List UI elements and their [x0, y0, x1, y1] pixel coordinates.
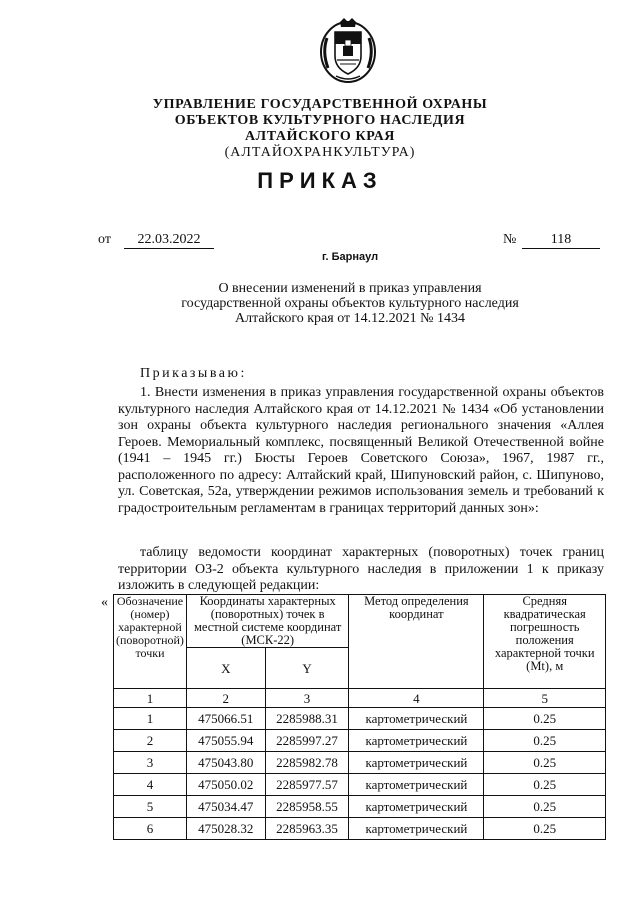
method-value: картометрический [349, 796, 484, 818]
header-point-number: Обозначение (номер) характерной (поворотной) точки [114, 595, 187, 689]
table-row [114, 796, 606, 818]
table-row [114, 708, 606, 730]
subject-line-1: О внесении изменений в приказ управления [218, 281, 482, 296]
coord-x: 475043.80 [186, 752, 265, 774]
org-name-line-1: УПРАВЛЕНИЕ ГОСУДАРСТВЕННОЙ ОХРАНЫ [152, 97, 488, 112]
coord-y: 2285997.27 [265, 730, 349, 752]
document-number: 118 [522, 232, 600, 249]
document-type-title: ПРИКАЗ [257, 168, 383, 193]
date-prefix: от [98, 232, 111, 247]
column-number: 5 [484, 689, 606, 708]
error-value: 0.25 [484, 774, 606, 796]
table-header-row [114, 595, 606, 648]
column-number: 3 [265, 689, 349, 708]
table-row [114, 818, 606, 840]
paragraph-1: 1. Внести изменения в приказ управления государственной охраны объектов культурного наследия Алтайского края от 14.12.2021 № 1434 «Об установлении зон охраны объекта культурного наследия регионального значения «Аллея Героев. Мемориальный комплекс, посвященный Великой Отечественной войне (1941 – 1945 гг.) Бюсты Героев Советского Союза», 1967, 1987 гг., расположенного по адресу: Алтайский край, Шипуновский район, с. Шипуново, ул. Советская, 52а, утверждении режимов использования земель и требований к градостроительным регламентам в границах территорий данных зон»: [118, 385, 604, 516]
coord-y: 2285977.57 [265, 774, 349, 796]
error-value: 0.25 [484, 708, 606, 730]
column-number: 4 [349, 689, 484, 708]
table-row [114, 752, 606, 774]
error-value: 0.25 [484, 818, 606, 840]
coord-y: 2285963.35 [265, 818, 349, 840]
point-number: 5 [114, 796, 187, 818]
column-numbers-row [114, 689, 606, 708]
coord-x: 475066.51 [186, 708, 265, 730]
coordinates-table [113, 594, 606, 840]
coord-y: 2285988.31 [265, 708, 349, 730]
method-value: картометрический [349, 818, 484, 840]
column-number: 1 [114, 689, 187, 708]
point-number: 1 [114, 708, 187, 730]
org-abbreviation: (АЛТАЙОХРАНКУЛЬТУРА) [224, 145, 416, 160]
method-value: картометрический [349, 708, 484, 730]
error-value: 0.25 [484, 730, 606, 752]
error-value: 0.25 [484, 752, 606, 774]
method-value: картометрический [349, 752, 484, 774]
table-row [114, 730, 606, 752]
org-name-line-3: АЛТАЙСКОГО КРАЯ [244, 129, 396, 144]
header-y: Y [265, 648, 349, 689]
method-value: картометрический [349, 730, 484, 752]
coord-y: 2285982.78 [265, 752, 349, 774]
table-row [114, 774, 606, 796]
org-name-line-2: ОБЪЕКТОВ КУЛЬТУРНОГО НАСЛЕДИЯ [174, 113, 466, 128]
coord-y: 2285958.55 [265, 796, 349, 818]
point-number: 6 [114, 818, 187, 840]
header-method: Метод определения координат [349, 595, 484, 689]
number-sign: № [503, 232, 517, 247]
coord-x: 475055.94 [186, 730, 265, 752]
coord-x: 475028.32 [186, 818, 265, 840]
error-value: 0.25 [484, 796, 606, 818]
point-number: 3 [114, 752, 187, 774]
header-error: Средняя квадратическая погрешность положения характерной точки (Mt), м [484, 595, 606, 689]
opening-quote: « [101, 595, 108, 610]
point-number: 2 [114, 730, 187, 752]
header-x: X [186, 648, 265, 689]
method-value: картометрический [349, 774, 484, 796]
order-word: Приказываю: [140, 366, 247, 381]
paragraph-2: таблицу ведомости координат характерных (поворотных) точек границ территории ОЗ-2 объекта культурного наследия в приложении 1 к приказу изложить в следующей редакции: [118, 545, 604, 593]
subject-line-2: государственной охраны объектов культурного наследия [181, 296, 519, 311]
header-coordinates-group: Координаты характерных (поворотных) точек в местной системе координат (МСК-22) [186, 595, 348, 648]
coat-of-arms-emblem [318, 16, 378, 84]
coord-x: 475050.02 [186, 774, 265, 796]
subject-line-3: Алтайского края от 14.12.2021 № 1434 [234, 311, 466, 326]
coord-x: 475034.47 [186, 796, 265, 818]
city-label: г. Барнаул [322, 251, 379, 263]
column-number: 2 [186, 689, 265, 708]
point-number: 4 [114, 774, 187, 796]
document-date: 22.03.2022 [124, 232, 214, 249]
